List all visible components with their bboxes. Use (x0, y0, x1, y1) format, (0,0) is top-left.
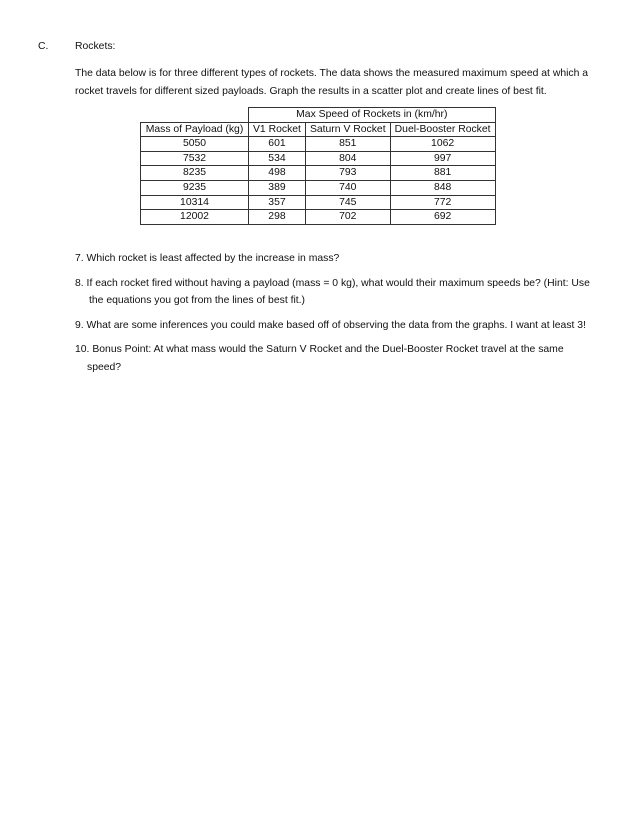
question-8-line-2: the equations you got from the lines of best fit.) (89, 295, 306, 306)
header-saturn-v: Saturn V Rocket (305, 122, 390, 137)
cell-saturn-v: 740 (305, 180, 390, 195)
header-v1: V1 Rocket (249, 122, 306, 137)
question-9 (75, 317, 605, 335)
section-letter: C. (38, 41, 49, 52)
cell-mass: 7532 (141, 151, 249, 166)
cell-duel-booster: 772 (390, 195, 495, 210)
cell-mass: 8235 (141, 166, 249, 181)
question-8 (75, 275, 605, 310)
cell-mass: 12002 (141, 210, 249, 225)
question-9-text: 9. What are some inferences you could make based off of observing the data from the graphs. I want at least 3! (75, 319, 586, 331)
question-7-text: 7. Which rocket is least affected by the increase in mass? (75, 253, 340, 264)
cell-v1: 498 (249, 166, 306, 181)
cell-saturn-v: 702 (305, 210, 390, 225)
table-row (141, 166, 496, 181)
cell-saturn-v: 745 (305, 195, 390, 210)
intro-paragraph (75, 65, 605, 100)
intro-line-2: rocket travels for different sized payloads. Graph the results in a scatter plot and create lines of best fit. (75, 85, 547, 97)
cell-duel-booster: 692 (390, 210, 495, 225)
table-header-row (141, 122, 496, 137)
cell-v1: 534 (249, 151, 306, 166)
cell-duel-booster: 1062 (390, 137, 495, 152)
table-group-header: Max Speed of Rockets in (km/hr) (249, 108, 496, 123)
table-group-header-row (141, 108, 496, 123)
cell-mass: 10314 (141, 195, 249, 210)
question-list (75, 250, 605, 383)
rocket-speed-table (140, 107, 496, 225)
question-10-line-2: speed? (87, 361, 122, 373)
question-10-line-1: 10. Bonus Point: At what mass would the Saturn V Rocket and the Duel-Booster Rocket travel at the same (75, 344, 564, 355)
cell-v1: 357 (249, 195, 306, 210)
table-row (141, 180, 496, 195)
cell-duel-booster: 881 (390, 166, 495, 181)
cell-mass: 9235 (141, 180, 249, 195)
cell-saturn-v: 851 (305, 137, 390, 152)
intro-line-1: The data below is for three different types of rockets. The data shows the measured maximum speed at which a (75, 68, 589, 79)
cell-mass: 5050 (141, 137, 249, 152)
cell-duel-booster: 997 (390, 151, 495, 166)
question-10 (75, 341, 605, 376)
cell-duel-booster: 848 (390, 180, 495, 195)
table-empty-corner (141, 108, 249, 123)
section-heading (38, 41, 598, 55)
cell-saturn-v: 804 (305, 151, 390, 166)
question-7 (75, 250, 605, 268)
table-row (141, 151, 496, 166)
cell-saturn-v: 793 (305, 166, 390, 181)
table-row (141, 210, 496, 225)
header-duel-booster: Duel-Booster Rocket (390, 122, 495, 137)
header-mass: Mass of Payload (kg) (141, 122, 249, 137)
table-row (141, 195, 496, 210)
cell-v1: 298 (249, 210, 306, 225)
cell-v1: 601 (249, 137, 306, 152)
table-row (141, 137, 496, 152)
section-title: Rockets: (75, 41, 116, 52)
question-8-line-1: 8. If each rocket fired without having a payload (mass = 0 kg), what would their maximum speeds be? (Hint: Use (75, 277, 590, 289)
cell-v1: 389 (249, 180, 306, 195)
